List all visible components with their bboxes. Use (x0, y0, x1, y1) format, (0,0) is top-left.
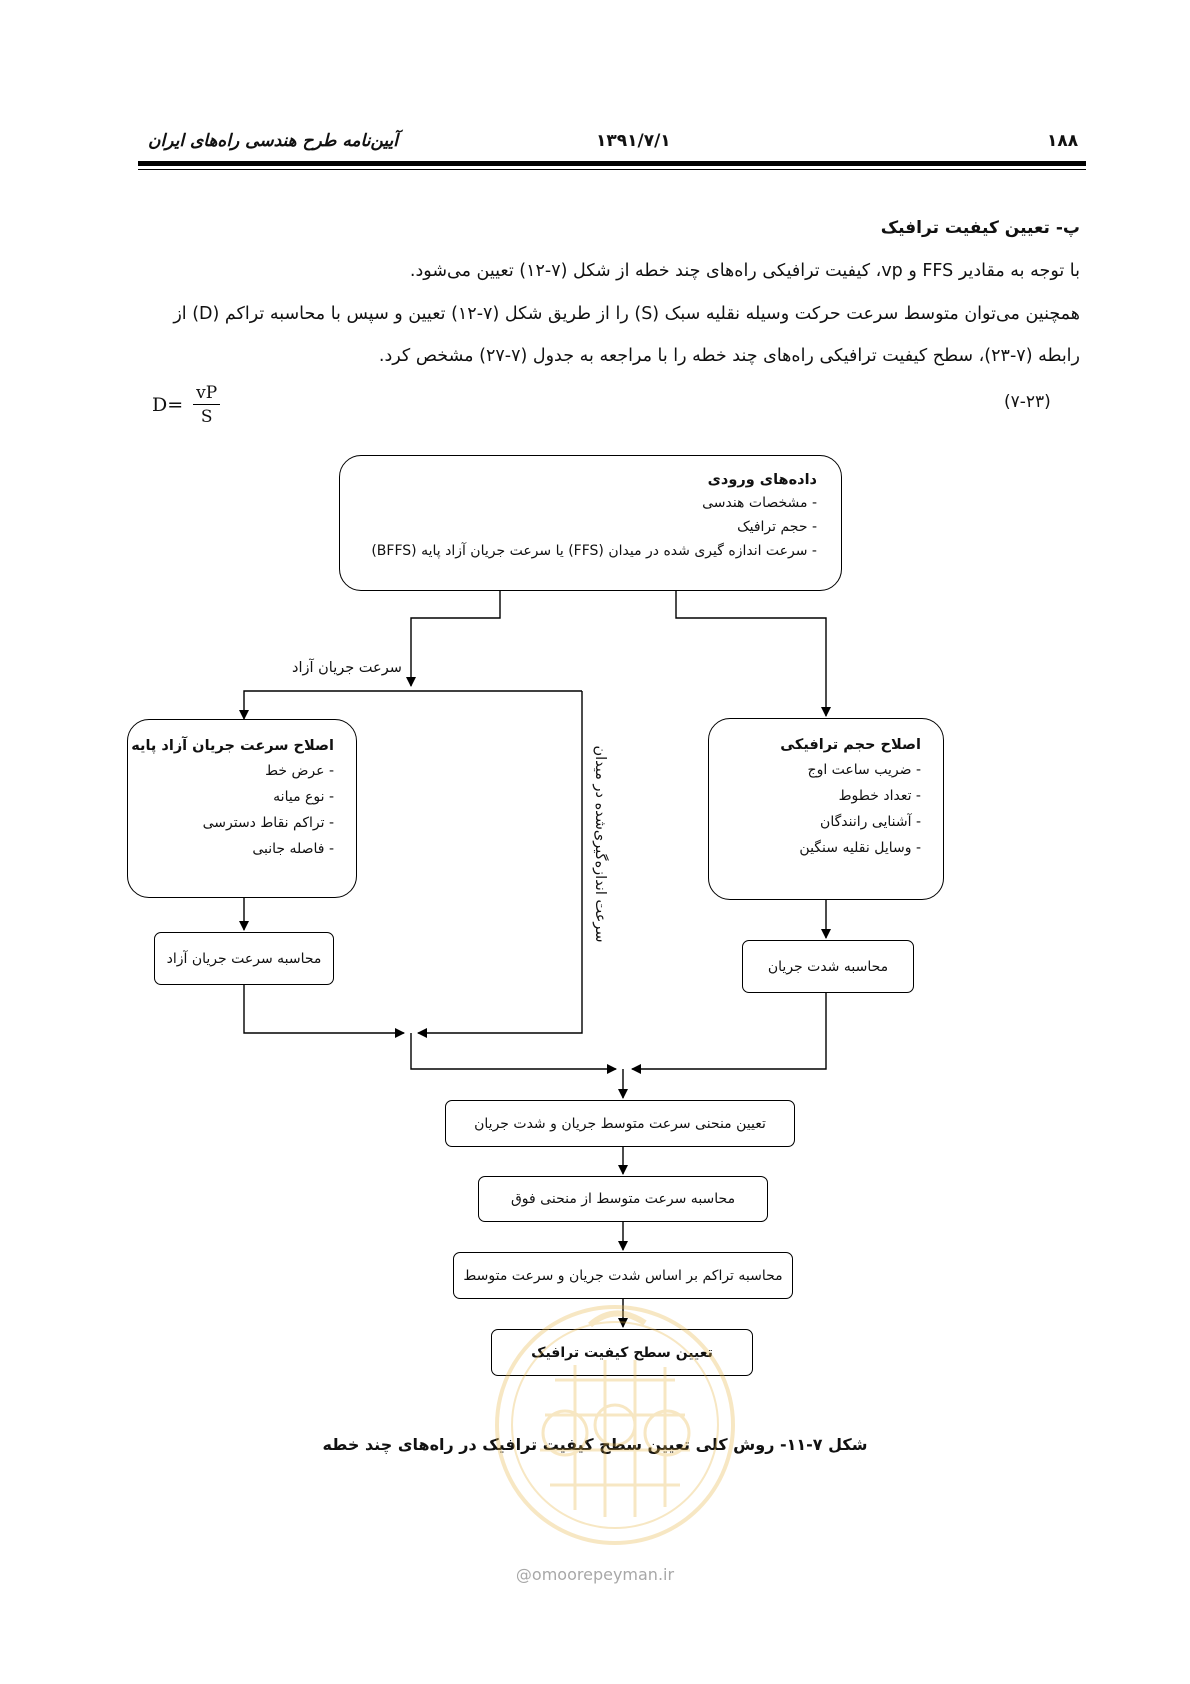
calc-flow-rate-box: محاسبه شدت جریان (742, 940, 914, 993)
calc-free-flow-box: محاسبه سرعت جریان آزاد (154, 932, 334, 985)
volume-item-lanes: - تعداد خطوط (838, 788, 921, 804)
header-date: ۱۳۹۱/۷/۱ (596, 131, 671, 151)
connector-merge-to-merge2 (411, 1033, 616, 1069)
adjust-item-median-type: - نوع میانه (273, 789, 334, 805)
page-number: ۱۸۸ (1047, 131, 1079, 151)
paragraph-1: با توجه به مقادیر FFS و vp، کیفیت ترافیکی راه‌های چند خطه از شکل (۷-۱۲) تعیین می‌شود. (409, 261, 1080, 281)
measured-speed-label: سرعت اندازه‌گیری‌شده در میدان (592, 745, 608, 943)
calc-avg-speed-box: محاسبه سرعت متوسط از منحنی فوق (478, 1176, 768, 1222)
connector-input-to-volume (676, 591, 826, 716)
volume-adjust-box (708, 718, 944, 900)
paragraph-3: رابطه (۷-۲۳)، سطح کیفیت ترافیکی راه‌های چند خطه را با مراجعه به جدول (۷-۲۷) مشخص کرد. (378, 346, 1080, 366)
formula-lhs: D= (152, 394, 184, 416)
connector-split-to-left (244, 691, 582, 719)
volume-adjust-title: اصلاح حجم ترافیکی (780, 737, 921, 753)
volume-item-heavy-vehicles: - وسایل نقلیه سنگین (799, 840, 921, 856)
paragraph-2: همچنین می‌توان متوسط سرعت حرکت وسیله نقلیه سبک (S) را از طریق شکل (۷-۱۲) تعیین و سپس با محاسبه تراکم (D) از (173, 304, 1080, 324)
volume-item-driver-familiarity: - آشنایی رانندگان (820, 814, 921, 830)
input-item-volume: - حجم ترافیک (737, 519, 817, 535)
adjust-item-access-density: - تراکم نقاط دسترسی (202, 815, 334, 831)
input-item-geometry: - مشخصات هندسی (702, 495, 817, 511)
calc-density-box: محاسبه تراکم بر اساس شدت جریان و سرعت متوسط (453, 1252, 793, 1299)
connector-flowrate-to-merge2 (632, 993, 826, 1069)
connector-measured-speed (418, 691, 582, 1033)
watermark-site: @omoorepeyman.ir (515, 1565, 675, 1584)
formula-numerator: vP (193, 383, 220, 405)
header-title: آیین‌نامه طرح هندسی راه‌های ایران (148, 131, 398, 151)
final-los-box: تعیین سطح کیفیت ترافیک (491, 1329, 753, 1376)
seal-logo-icon (485, 1285, 745, 1555)
volume-item-peak-hour: - ضریب ساعت اوج (807, 762, 921, 778)
connector-input-to-split (411, 591, 500, 686)
determine-curve-box: تعیین منحنی سرعت متوسط جریان و شدت جریان (445, 1100, 795, 1147)
input-box-title: داده‌های ورودی (707, 472, 817, 488)
section-heading: پ- تعیین کیفیت ترافیک (880, 218, 1080, 238)
input-item-speed: - سرعت اندازه گیری شده در میدان (FFS) یا سرعت جریان آزاد پایه (BFFS) (371, 543, 817, 559)
adjust-item-lateral-clearance: - فاصله جانبی (252, 841, 334, 857)
adjust-item-lane-width: - عرض خط (265, 763, 334, 779)
figure-caption: شکل ۷-۱۱- روش کلی تعیین سطح کیفیت ترافیک در راه‌های چند خطه (322, 1435, 868, 1454)
connector-calc-to-merge (244, 985, 404, 1033)
free-flow-speed-label: سرعت جریان آزاد (292, 660, 402, 676)
input-data-box (339, 455, 842, 591)
equation-number: (۷-۲۳) (1004, 392, 1051, 412)
free-flow-adjust-box (127, 719, 357, 898)
free-flow-adjust-title: اصلاح سرعت جریان آزاد پایه (131, 738, 334, 754)
formula-denominator: S (200, 407, 213, 427)
